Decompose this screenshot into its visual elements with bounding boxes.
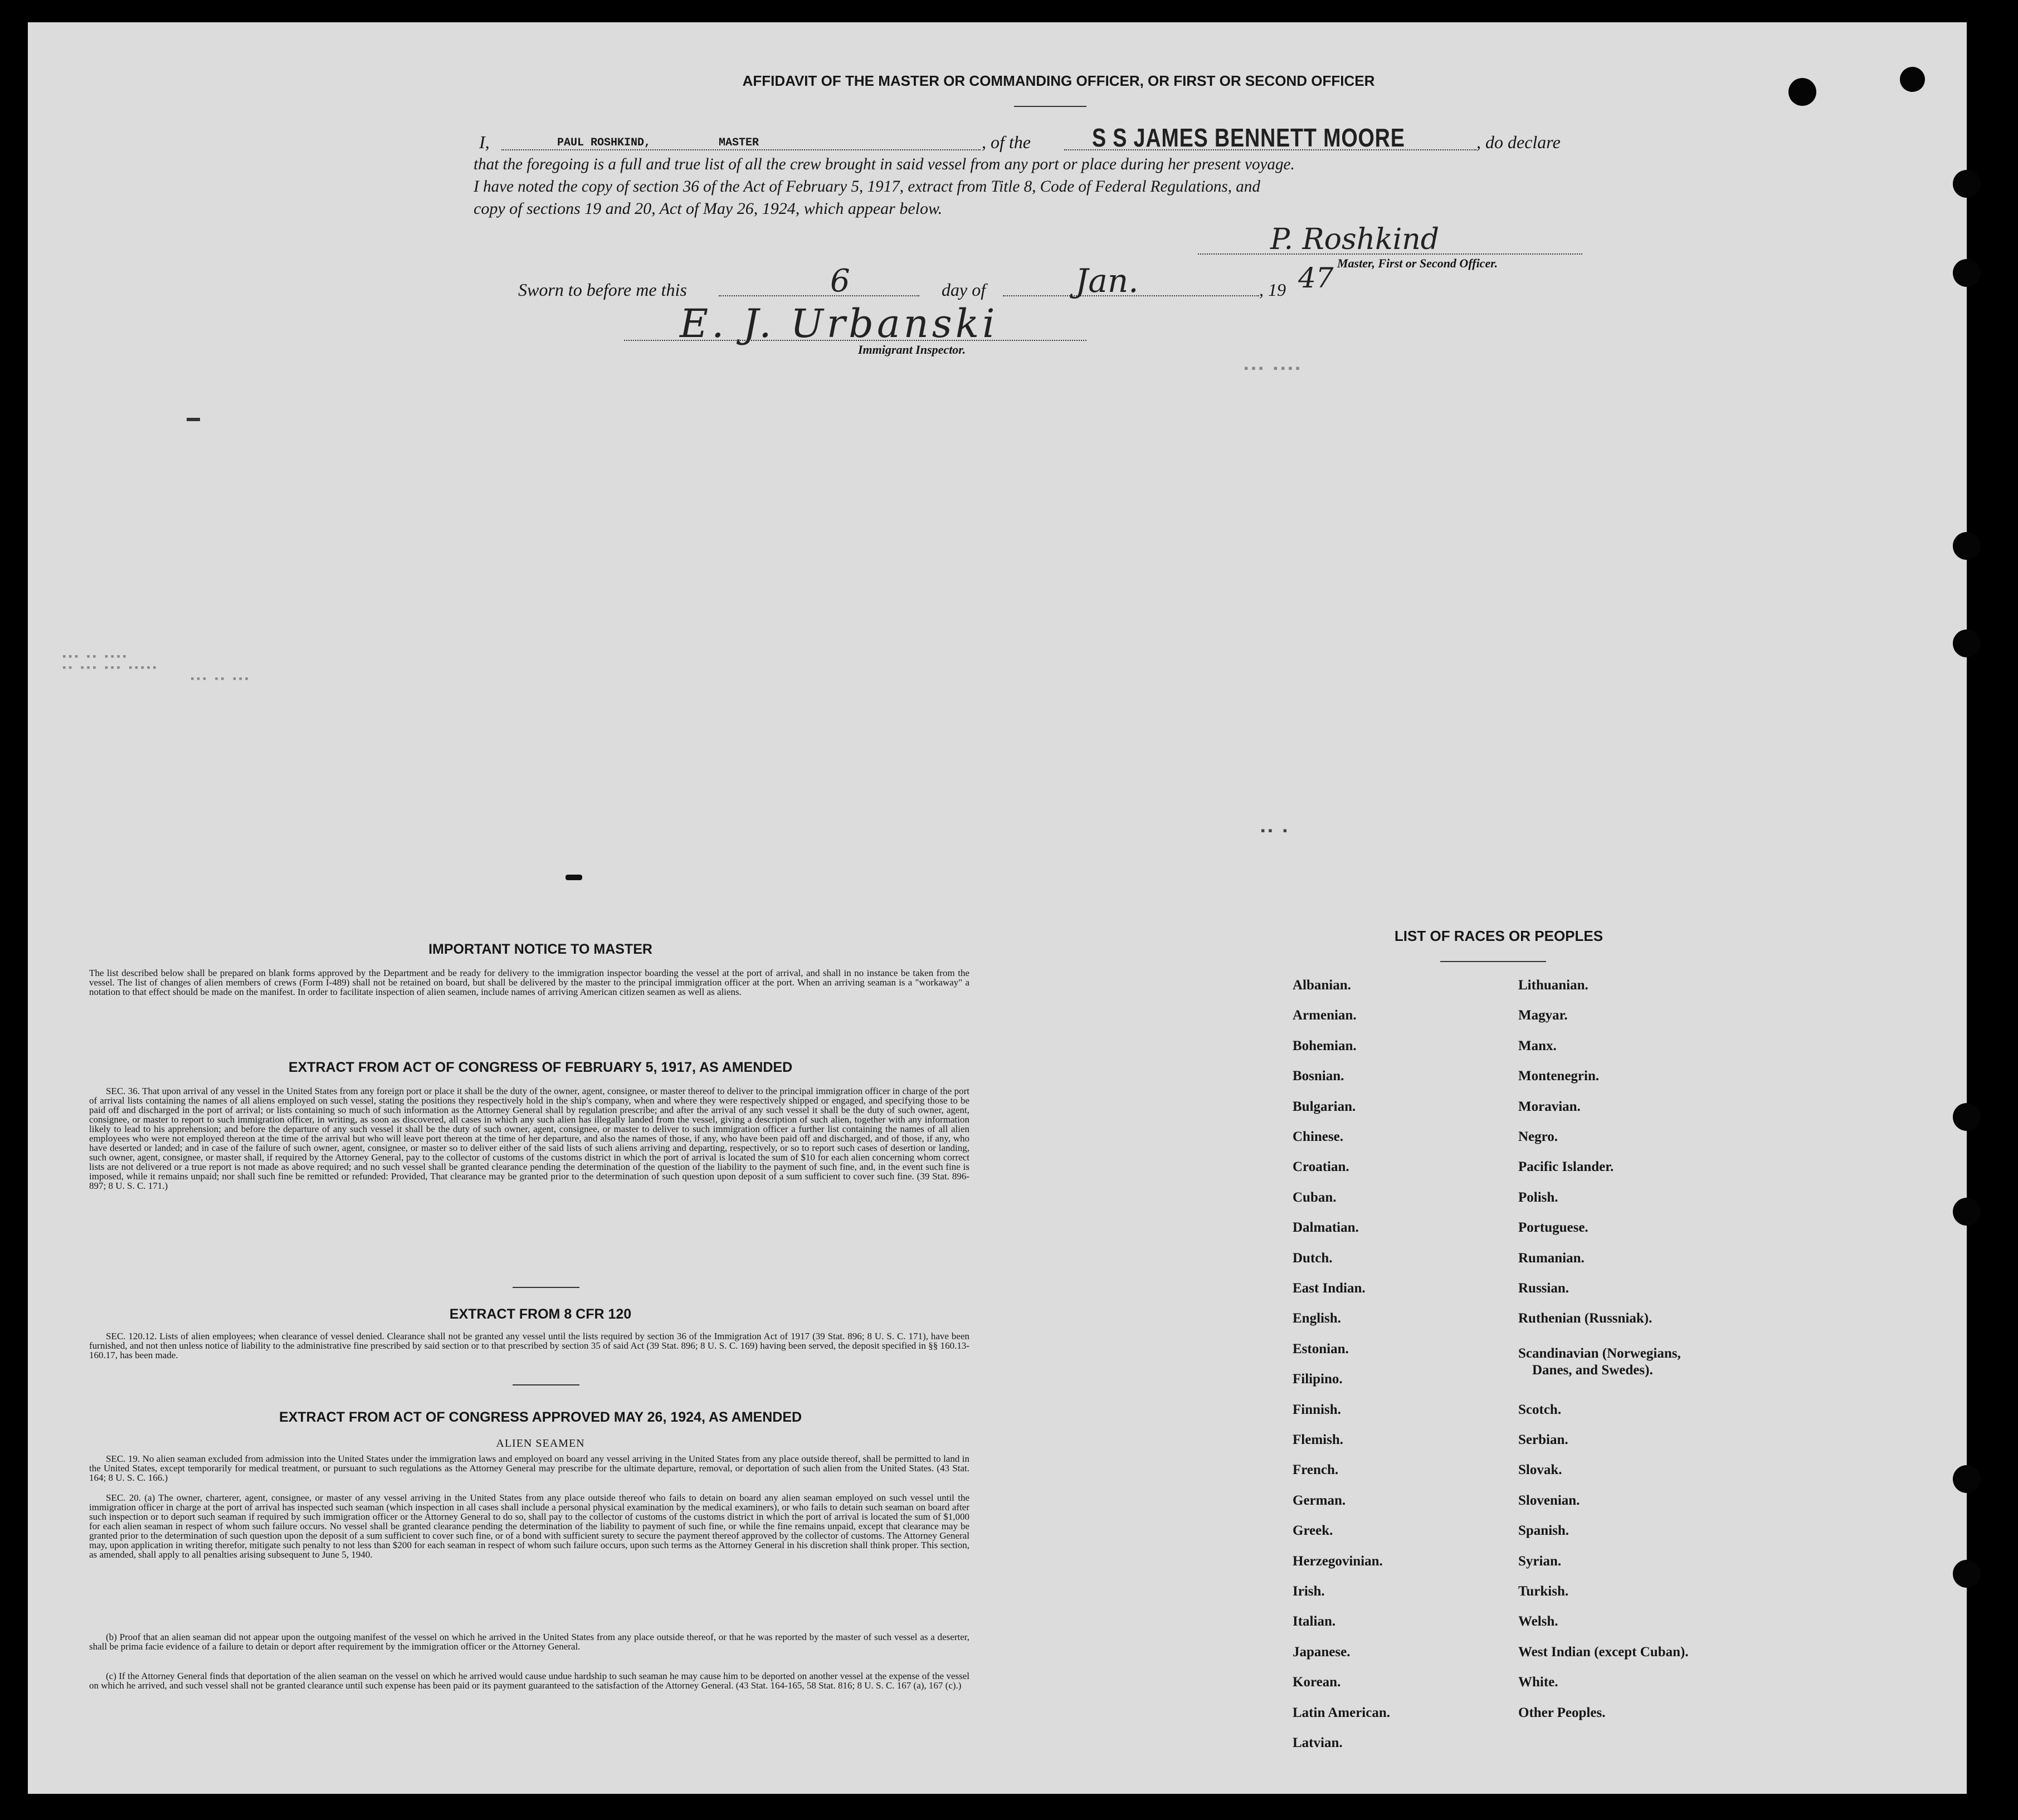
race-item: Scotch. xyxy=(1518,1402,1562,1417)
punch-hole xyxy=(1953,1560,1981,1588)
extract-1924-sec20a: SEC. 20. (a) The owner, charterer, agent, consignee, or master of any vessel arriving in the United States from any place outside thereof who fails to detain on board any alien seaman employed on such vessel until the immigration officer in charge at the port of arrival has inspected such seaman (which inspection in all cases shall include a personal physical examination by the medical examiners), or who fails to detain such seaman on board after such inspection or to deport such seaman if required by such immigration officer or the Attorney General to do so, shall pay to the collector of customs of the customs district in which the port of arrival is located the sum of $1,000 for each alien seaman in respect of whom such failure occurs. No vessel shall be granted clearance pending the determination of the liability to payment of such fine, or while the fine remains unpaid, except that clearance may be granted prior to the determination of such question upon the deposit of a sum sufficient to cover such fine, or of a bond with sufficient surety to secure the payment thereof approved by the collector of customs. The Attorney General may, upon application in writing therefor, mitigate such penalty to not less than $200 for each seaman in respect of whom such failure occurs, upon such terms as the Attorney General in his discretion shall think proper. This section, as amended, shall apply to all penalties arising subsequent to June 5, 1940. xyxy=(89,1492,969,1560)
affidavit-body-line2: I have noted the copy of section 36 of the Act of February 5, 1917, extract from Title 8, Code of Federal Regulations, and xyxy=(474,177,1260,196)
race-item: Welsh. xyxy=(1518,1614,1558,1629)
race-item: Rumanian. xyxy=(1518,1250,1585,1266)
smudge-mark: ▪▪▪ ▪▪▪▪ xyxy=(1242,362,1302,376)
inspector-signature: E. J. Urbanski xyxy=(680,301,998,347)
race-item: Negro. xyxy=(1518,1129,1558,1144)
race-item: Armenian. xyxy=(1293,1008,1357,1023)
year-prefix: , 19 xyxy=(1259,280,1286,300)
race-item: Manx. xyxy=(1518,1038,1557,1053)
race-item: Filipino. xyxy=(1293,1372,1343,1387)
race-item: Montenegrin. xyxy=(1518,1068,1600,1084)
race-item: Spanish. xyxy=(1518,1523,1569,1539)
race-item: Cuban. xyxy=(1293,1189,1337,1205)
extract-1924-title: EXTRACT FROM ACT OF CONGRESS APPROVED MAY 26, 1924, AS AMENDED xyxy=(279,1409,802,1425)
race-item: Bulgarian. xyxy=(1293,1099,1356,1114)
inspector-signature-line xyxy=(624,340,1086,341)
race-item: Dalmatian. xyxy=(1293,1220,1359,1236)
race-item: Pacific Islander. xyxy=(1518,1159,1614,1175)
races-title: LIST OF RACES OR PEOPLES xyxy=(1394,928,1603,944)
document-page xyxy=(28,22,1967,1794)
pronoun-text: I, xyxy=(479,132,490,152)
race-item: Slovak. xyxy=(1518,1462,1562,1478)
extract-1924-sec19: SEC. 19. No alien seaman excluded from admission into the United States under the immigration laws and employed on board any vessel arriving in the United States from any place outside thereof, shall be permitted to land in the United States, except temporarily for medical treatment, or pursuant to such regulations as the Attorney General may prescribe for the ultimate departure, removal, or deportation of such alien from the United States. (43 Stat. 164; 8 U. S. C. 166.) xyxy=(89,1453,969,1483)
race-item: Flemish. xyxy=(1293,1432,1343,1447)
sworn-day-line xyxy=(719,295,919,296)
race-item: Albanian. xyxy=(1293,978,1351,993)
day-of-text: day of xyxy=(942,280,986,300)
punch-hole xyxy=(1953,259,1981,287)
race-item: Japanese. xyxy=(1293,1644,1351,1660)
punch-hole xyxy=(1953,1465,1981,1493)
extract-1924-sec20c: (c) If the Attorney General finds that deportation of the alien seaman on the vessel on which he arrived would cause undue hardship to such seaman he may cause him to be deported on another vessel at the expense of the vessel on which he arrived, and such vessel shall not be granted clearance until such expense has been paid or its payment guaranteed to the satisfaction of the Attorney General. (43 Stat. 164-165, 58 Stat. 816; 8 U. S. C. 167 (a), 167 (c).) xyxy=(89,1671,969,1691)
race-item: German. xyxy=(1293,1492,1346,1508)
race-item: Latvian. xyxy=(1293,1735,1343,1750)
notice-title: IMPORTANT NOTICE TO MASTER xyxy=(428,941,652,957)
race-item: Other Peoples. xyxy=(1518,1705,1606,1720)
smudge-mark: ▪▪ ▪▪▪ ▪▪▪ ▪▪▪▪▪ xyxy=(61,663,158,674)
affidavit-body-line1: that the foregoing is a full and true list of all the crew brought in said vessel from any port or place during her present voyage. xyxy=(474,155,1295,173)
punch-hole xyxy=(1953,170,1981,198)
race-item: English. xyxy=(1293,1311,1341,1326)
race-item: French. xyxy=(1293,1462,1339,1478)
race-item: Portuguese. xyxy=(1518,1220,1588,1236)
race-item: Russian. xyxy=(1518,1281,1569,1296)
extract-1917-title: EXTRACT FROM ACT OF CONGRESS OF FEBRUARY 5, 1917, AS AMENDED xyxy=(288,1060,793,1075)
extract-8cfr-text: SEC. 120.12. Lists of alien employees; when clearance of vessel denied. Clearance shall not be granted any vessel until the lists required by section 36 of the Immigration Act of 1917 (39 Stat. 896; 8 U. S. C. 171), have been furnished, and not then unless notice of liability to the administrative fine prescribed by said section or to that prescribed by section 35 of said Act (39 Stat. 896; 8 U. S. C. 169) having been served, the deposit specified in §§ 160.13-160.17, has been made. xyxy=(89,1331,969,1360)
race-item: Bosnian. xyxy=(1293,1068,1344,1084)
section-rule xyxy=(513,1384,579,1385)
master-signature: P. Roshkind xyxy=(1270,223,1440,256)
vessel-name-stamp: S S JAMES BENNETT MOORE xyxy=(1092,123,1405,152)
race-item: White. xyxy=(1518,1675,1558,1690)
punch-hole xyxy=(1953,1198,1981,1226)
of-the-text: , of the xyxy=(982,132,1031,152)
race-item: Herzegovinian. xyxy=(1293,1553,1383,1569)
master-signature-line xyxy=(1198,253,1582,255)
race-item: Moravian. xyxy=(1518,1099,1581,1114)
extract-1917-text: SEC. 36. That upon arrival of any vessel in the United States from any foreign port or place it shall be the duty of the owner, agent, consignee, or master thereof to deliver to the principal immigration officer in charge of the port of arrival lists containing the names of all aliens employed on such vessel, stating the positions they respectively hold in the ship's company, when and where they were respectively shipped or engaged, and specifying those to be paid off and discharged in the port of arrival; or lists containing so much of such information as the Attorney General shall by regulation prescribe; and after the arrival of any such vessel it shall be the duty of such owner, agent, consignee, or master to report to such immigration officer, in writing, as soon as discovered, all cases in which any such alien has illegally landed from the vessel, giving a description of such alien, together with any information likely to lead to his apprehension; and before the departure of any such vessel it shall be the duty of such owner, agent, consignee, or master to deliver to such immigration officer a further list containing the names of all alien employees who were not employed thereon at the time of the arrival but who will leave port thereon at the time of her departure, and also the names of those, if any, who have been paid off and discharged, and of those, if any, who have deserted or landed; and in case of the failure of such owner, agent, consignee, or master so to deliver either of the said lists of such aliens arriving and departing, respectively, or so to report such cases of desertion or landing, such owner, agent, consignee, or master shall, if required by the Attorney General, pay to the collector of customs of the customs district in which the port of arrival is located the sum of $10 for each alien concerning whom correct lists are not delivered or a true report is not made as above required; and no such vessel shall be granted clearance pending the determination of the question of the liability to the payment of such fine, and, in the event such fine is imposed, while it remains unpaid; nor shall such fine be remitted or refunded: Provided, That clearance may be granted prior to the determination of such question upon deposit of a sum sufficient to cover such fine. (39 Stat. 896-897; 8 U. S. C. 171.) xyxy=(89,1086,969,1191)
rank-stamp: MASTER xyxy=(719,136,759,149)
race-item: Polish. xyxy=(1518,1189,1558,1205)
race-item: Latin American. xyxy=(1293,1705,1390,1720)
race-item: Danes, and Swedes). xyxy=(1532,1362,1653,1378)
punch-hole xyxy=(1953,1103,1981,1131)
extract-1924-sec20b: (b) Proof that an alien seaman did not appear upon the outgoing manifest of the vessel on which he arrived in the United States from any place outside thereof, or that he was reported by the master of such vessel as a deserter, shall be prima facie evidence of a failure to detain or deport after requirement by the immigration officer or the Attorney General. xyxy=(89,1632,969,1652)
race-item: Dutch. xyxy=(1293,1250,1333,1266)
race-item: Chinese. xyxy=(1293,1129,1343,1144)
race-item: Finnish. xyxy=(1293,1402,1341,1417)
race-item: Bohemian. xyxy=(1293,1038,1357,1053)
race-item: Korean. xyxy=(1293,1675,1341,1690)
races-title-rule xyxy=(1440,961,1546,962)
master-caption: Master, First or Second Officer. xyxy=(1337,256,1498,270)
punch-hole xyxy=(1953,630,1981,657)
race-item: Scandinavian (Norwegians, xyxy=(1518,1345,1681,1361)
race-item: Greek. xyxy=(1293,1523,1333,1539)
do-declare-text: , do declare xyxy=(1476,132,1561,152)
smudge-mark: ▪▪ ▪ xyxy=(1259,824,1289,838)
ink-spot xyxy=(566,875,582,880)
race-item: Slovenian. xyxy=(1518,1492,1580,1508)
section-rule xyxy=(513,1287,579,1288)
sworn-label: Sworn to before me this xyxy=(518,280,687,300)
notice-text: The list described below shall be prepared on blank forms approved by the Department and be ready for delivery to the immigration inspector boarding the vessel at the port of arrival, and shall in no instance be taken from the vessel. The list of changes of alien members of crews (Form I-489) shall not be retained on board, but shall be delivered by the master to the principal immigration officer at the port. When an arriving seaman is a "workaway" a notation to that effect should be made on the manifest. In order to facilitate inspection of alien seamen, include names of arriving American citizen seamen as well as aliens. xyxy=(89,968,969,997)
race-item: Magyar. xyxy=(1518,1008,1568,1023)
extract-8cfr-title: EXTRACT FROM 8 CFR 120 xyxy=(449,1306,632,1322)
race-item: Irish. xyxy=(1293,1584,1325,1599)
punch-hole xyxy=(1953,532,1981,560)
title-rule xyxy=(1014,106,1086,107)
race-item: Estonian. xyxy=(1293,1341,1349,1357)
race-item: Italian. xyxy=(1293,1614,1336,1629)
punch-hole xyxy=(1788,78,1816,106)
race-item: Turkish. xyxy=(1518,1584,1569,1599)
race-item: Serbian. xyxy=(1518,1432,1568,1447)
alien-seamen-subtitle: ALIEN SEAMEN xyxy=(496,1437,585,1450)
race-item: West Indian (except Cuban). xyxy=(1518,1644,1689,1660)
affidavit-title: AFFIDAVIT OF THE MASTER OR COMMANDING OFFICER, OR FIRST OR SECOND OFFICER xyxy=(742,72,1375,89)
sworn-day: 6 xyxy=(830,263,850,299)
affidavit-body-line3: copy of sections 19 and 20, Act of May 26, 1924, which appear below. xyxy=(474,199,943,218)
name-line xyxy=(501,149,981,150)
race-item: East Indian. xyxy=(1293,1281,1366,1296)
race-item: Syrian. xyxy=(1518,1553,1562,1569)
race-item: Croatian. xyxy=(1293,1159,1349,1175)
race-item: Lithuanian. xyxy=(1518,978,1588,993)
punch-hole xyxy=(1900,67,1925,92)
smudge-mark: ▪▪▪ ▪▪ ▪▪▪▪ xyxy=(61,652,128,663)
inspector-caption: Immigrant Inspector. xyxy=(858,343,966,357)
vessel-line xyxy=(1064,149,1476,150)
year-suffix: 47 xyxy=(1298,262,1334,294)
sworn-month: Jan. xyxy=(1075,262,1139,300)
name-stamp: PAUL ROSHKIND, xyxy=(557,136,651,149)
race-item: Ruthenian (Russniak). xyxy=(1518,1311,1653,1326)
smudge-mark: ▪▪▪ ▪▪ ▪▪▪ xyxy=(189,674,250,685)
ink-spot xyxy=(187,418,200,421)
